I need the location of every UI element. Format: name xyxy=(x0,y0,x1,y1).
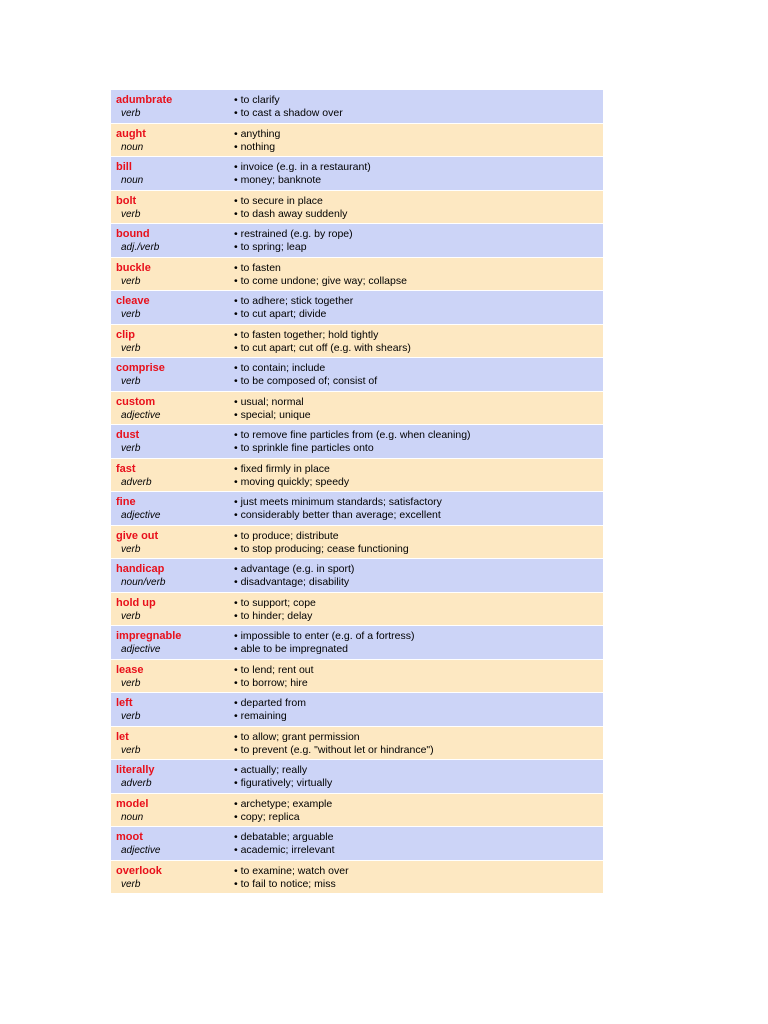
entry-part-of-speech: verb xyxy=(121,342,141,354)
definition-line: • to hinder; delay xyxy=(234,609,313,622)
entry-definitions xyxy=(234,597,316,623)
table-row xyxy=(111,392,603,426)
table-row xyxy=(111,727,603,761)
entry-word: buckle xyxy=(116,261,151,274)
entry-word: aught xyxy=(116,127,146,140)
definition-line: • fixed firmly in place xyxy=(234,462,330,475)
entry-part-of-speech: adverb xyxy=(121,476,152,488)
entry-word: impregnable xyxy=(116,630,182,642)
entry-definitions xyxy=(234,563,354,589)
definition-line: • to adhere; stick together xyxy=(234,295,354,307)
entry-part-of-speech: noun xyxy=(121,141,144,153)
entry-word: adumbrate xyxy=(116,94,173,106)
entry-part-of-speech: noun xyxy=(121,811,144,823)
definition-line: • to produce; distribute xyxy=(234,529,339,542)
entry-part-of-speech: adj./verb xyxy=(121,242,160,253)
entry-part-of-speech: verb xyxy=(121,878,141,890)
entry-word: left xyxy=(116,697,133,709)
definition-line: • restrained (e.g. by rope) xyxy=(234,228,353,240)
definition-line: • to sprinkle fine particles onto xyxy=(234,442,374,454)
entry-word: moot xyxy=(116,831,143,843)
definition-line: • to fasten together; hold tightly xyxy=(234,328,379,341)
table-row xyxy=(111,325,603,359)
definition-line: • archetype; example xyxy=(234,797,333,810)
entry-word: clip xyxy=(116,328,135,341)
entry-definitions xyxy=(234,94,343,120)
definition-line: • advantage (e.g. in sport) xyxy=(234,563,355,575)
entry-definitions xyxy=(234,831,335,857)
definition-line: • figuratively; virtually xyxy=(234,777,333,789)
entry-word: custom xyxy=(116,395,156,408)
definition-line: • anything xyxy=(234,127,281,140)
entry-word: bolt xyxy=(116,194,137,207)
definition-line: • invoice (e.g. in a restaurant) xyxy=(234,161,371,173)
entry-part-of-speech: verb xyxy=(121,309,141,320)
definition-line: • to cast a shadow over xyxy=(234,107,343,119)
table-row xyxy=(111,459,603,493)
definition-line: • to be composed of; consist of xyxy=(234,375,378,387)
entry-word: literally xyxy=(116,764,155,776)
table-row xyxy=(111,124,603,158)
contronym-table xyxy=(111,90,603,894)
definition-line: • to remove fine particles from (e.g. when cleaning) xyxy=(234,429,471,441)
table-row xyxy=(111,358,603,392)
entry-part-of-speech: noun xyxy=(121,175,144,186)
entry-definitions xyxy=(234,496,442,522)
entry-word: give out xyxy=(116,529,159,542)
definition-line: • departed from xyxy=(234,697,306,709)
definition-line: • to borrow; hire xyxy=(234,676,308,689)
definition-line: • impossible to enter (e.g. of a fortress) xyxy=(234,630,415,642)
entry-part-of-speech: verb xyxy=(121,744,141,756)
entry-part-of-speech: verb xyxy=(121,108,141,119)
entry-word: hold up xyxy=(116,596,156,609)
entry-part-of-speech: adjective xyxy=(121,845,161,856)
entry-definitions xyxy=(234,195,347,221)
entry-word: fast xyxy=(116,462,136,475)
entry-definitions xyxy=(234,764,332,790)
definition-line: • to fail to notice; miss xyxy=(234,877,336,890)
entry-word: cleave xyxy=(116,295,150,307)
table-row xyxy=(111,291,603,325)
entry-part-of-speech: adjective xyxy=(121,644,161,655)
entry-definitions xyxy=(234,731,434,757)
entry-word: bound xyxy=(116,228,150,240)
entry-word: comprise xyxy=(116,362,165,374)
table-row xyxy=(111,626,603,660)
entry-definitions xyxy=(234,128,280,154)
definition-line: • considerably better than average; excellent xyxy=(234,509,441,521)
entry-part-of-speech: adjective xyxy=(121,510,161,521)
entry-part-of-speech: adjective xyxy=(121,409,161,421)
entry-definitions xyxy=(234,362,377,388)
definition-line: • able to be impregnated xyxy=(234,643,349,655)
definition-line: • to allow; grant permission xyxy=(234,730,360,743)
table-row xyxy=(111,90,603,124)
entry-definitions xyxy=(234,429,471,455)
entry-word: bill xyxy=(116,161,132,173)
entry-definitions xyxy=(234,161,371,187)
table-row xyxy=(111,660,603,694)
definition-line: • to contain; include xyxy=(234,362,326,374)
definition-line: • actually; really xyxy=(234,764,308,776)
table-row xyxy=(111,593,603,627)
entry-part-of-speech: verb xyxy=(121,711,141,722)
table-row xyxy=(111,760,603,794)
entry-part-of-speech: verb xyxy=(121,208,141,220)
entry-word: dust xyxy=(116,429,140,441)
definition-line: • to dash away suddenly xyxy=(234,207,348,220)
entry-word: let xyxy=(116,730,129,743)
entry-word: lease xyxy=(116,663,144,676)
entry-definitions xyxy=(234,228,353,254)
definition-line: • academic; irrelevant xyxy=(234,844,335,856)
table-row xyxy=(111,827,603,861)
definition-line: • special; unique xyxy=(234,408,311,421)
table-row xyxy=(111,157,603,191)
entry-word: model xyxy=(116,797,149,810)
entry-definitions xyxy=(234,865,349,891)
entry-part-of-speech: adverb xyxy=(121,778,152,789)
entry-part-of-speech: verb xyxy=(121,443,141,454)
entry-definitions xyxy=(234,697,306,723)
table-row xyxy=(111,861,603,895)
entry-definitions xyxy=(234,463,349,489)
entry-definitions xyxy=(234,664,314,690)
definition-line: • to clarify xyxy=(234,94,280,106)
table-row xyxy=(111,258,603,292)
definition-line: • to come undone; give way; collapse xyxy=(234,274,407,287)
entry-part-of-speech: noun/verb xyxy=(121,577,166,588)
definition-line: • to examine; watch over xyxy=(234,864,349,877)
definition-line: • to prevent (e.g. "without let or hindrance") xyxy=(234,743,434,756)
table-row xyxy=(111,693,603,727)
table-row xyxy=(111,425,603,459)
entry-definitions xyxy=(234,630,415,656)
entry-word: overlook xyxy=(116,864,162,877)
definition-line: • to cut apart; cut off (e.g. with shears) xyxy=(234,341,411,354)
table-row xyxy=(111,559,603,593)
table-row xyxy=(111,526,603,560)
entry-part-of-speech: verb xyxy=(121,677,141,689)
entry-word: fine xyxy=(116,496,136,508)
definition-line: • just meets minimum standards; satisfactory xyxy=(234,496,442,508)
definition-line: • to support; cope xyxy=(234,596,316,609)
definition-line: • to lend; rent out xyxy=(234,663,314,676)
entry-part-of-speech: verb xyxy=(121,610,141,622)
table-row xyxy=(111,794,603,828)
definition-line: • remaining xyxy=(234,710,287,722)
table-row xyxy=(111,224,603,258)
definition-line: • debatable; arguable xyxy=(234,831,334,843)
entry-definitions xyxy=(234,798,332,824)
definition-line: • moving quickly; speedy xyxy=(234,475,350,488)
definition-line: • to spring; leap xyxy=(234,241,307,253)
definition-line: • disadvantage; disability xyxy=(234,576,350,588)
entry-definitions xyxy=(234,530,409,556)
definition-line: • to fasten xyxy=(234,261,281,274)
definition-line: • copy; replica xyxy=(234,810,300,823)
entry-word: handicap xyxy=(116,563,165,575)
table-row xyxy=(111,492,603,526)
definition-line: • to stop producing; cease functioning xyxy=(234,542,409,555)
entry-part-of-speech: verb xyxy=(121,543,141,555)
table-row xyxy=(111,191,603,225)
entry-definitions xyxy=(234,295,353,321)
entry-definitions xyxy=(234,262,407,288)
definition-line: • nothing xyxy=(234,140,276,153)
entry-part-of-speech: verb xyxy=(121,275,141,287)
definition-line: • to cut apart; divide xyxy=(234,308,327,320)
definition-line: • usual; normal xyxy=(234,395,304,408)
entry-part-of-speech: verb xyxy=(121,376,141,387)
definition-line: • money; banknote xyxy=(234,174,322,186)
entry-definitions xyxy=(234,329,411,355)
definition-line: • to secure in place xyxy=(234,194,323,207)
entry-definitions xyxy=(234,396,311,422)
